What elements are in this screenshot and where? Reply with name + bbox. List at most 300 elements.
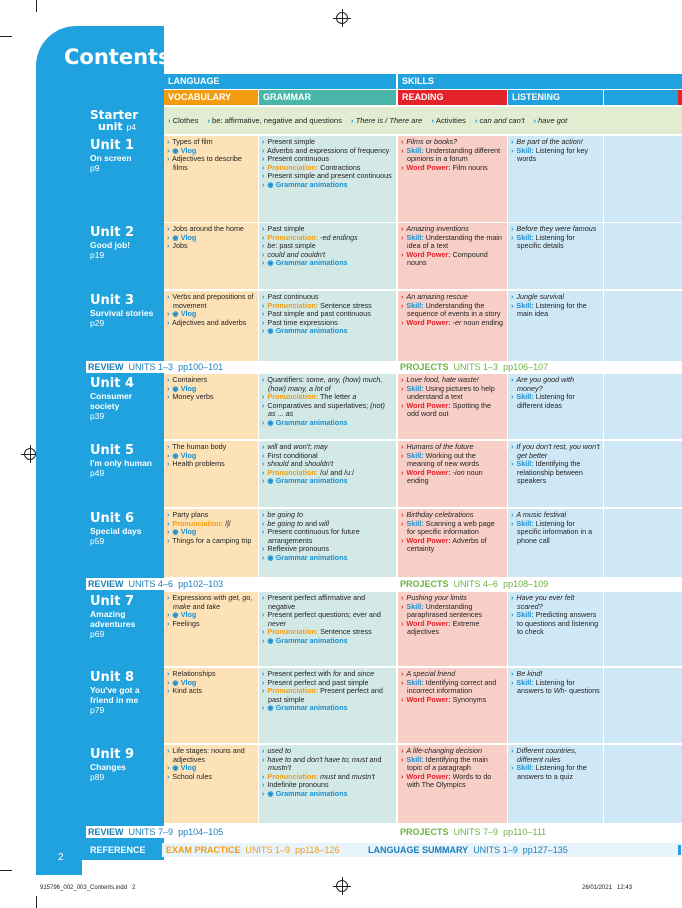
- item-text: Jobs around the home: [172, 224, 244, 233]
- item-text: a: [352, 392, 357, 402]
- chevron-right-icon: ›: [262, 224, 265, 233]
- item-text: mustn't: [268, 763, 291, 773]
- chevron-right-icon: ›: [167, 518, 170, 528]
- chevron-right-icon: ›: [167, 459, 170, 469]
- chevron-right-icon: ›: [401, 754, 404, 764]
- item-text: some, any, (how) much, (how) many, a lot of: [268, 375, 383, 393]
- reading-cell: [398, 745, 507, 823]
- item-text: Different countries, different rules: [516, 746, 577, 764]
- starter-unit-box: [86, 107, 162, 134]
- list-item: [262, 181, 393, 190]
- chevron-right-icon: ›: [167, 677, 170, 687]
- chevron-right-icon: ›: [262, 669, 265, 678]
- unit-title: Unit 5: [90, 443, 135, 458]
- list-item: [401, 452, 504, 469]
- unit-title: Unit 4: [90, 376, 135, 391]
- skill-label: Skill:: [406, 450, 424, 460]
- next-column-cell: [604, 509, 682, 577]
- footer-date: 26/01/2021 12:43: [582, 885, 633, 891]
- chevron-right-icon: ›: [262, 467, 265, 477]
- item-text: and: [302, 518, 319, 528]
- next-column-cell: [604, 745, 682, 823]
- item-text: A special friend: [406, 669, 456, 678]
- chevron-right-icon: ›: [474, 116, 480, 125]
- pronunciation-label: Pronunciation:: [267, 162, 319, 172]
- item-text: Quantifiers:: [267, 375, 307, 384]
- list-item: [401, 603, 504, 620]
- item-text: Feelings: [172, 618, 200, 628]
- skill-label: Skill:: [406, 518, 424, 528]
- chevron-right-icon: ›: [511, 518, 514, 528]
- chevron-right-icon: ›: [262, 442, 265, 451]
- grammar-animation-eye-icon: ◉: [267, 417, 276, 427]
- grammar-cell: [259, 668, 396, 743]
- item-text: Things for a camping trip: [172, 535, 252, 545]
- header-vocabulary: VOCABULARY: [164, 90, 258, 105]
- item-text: and: [288, 459, 305, 469]
- list-item: [167, 537, 255, 546]
- chevron-right-icon: ›: [511, 442, 514, 451]
- chevron-right-icon: ›: [262, 300, 265, 310]
- item-text: -er: [450, 317, 462, 327]
- skill-label: Skill:: [516, 145, 534, 155]
- list-item: [511, 302, 600, 319]
- chevron-right-icon: ›: [431, 116, 436, 125]
- item-text: First conditional: [267, 450, 318, 460]
- chevron-right-icon: ›: [262, 241, 265, 251]
- grammar-animation-eye-icon: ◉: [267, 635, 276, 645]
- item-text: ever: [352, 610, 367, 620]
- list-item: [167, 747, 255, 764]
- item-text: Predicting answers to questions and listening to check: [517, 610, 599, 637]
- chevron-right-icon: ›: [511, 763, 514, 773]
- language-summary-pages: pp127–135: [522, 845, 568, 855]
- vlog-eye-icon: ◉: [172, 610, 181, 620]
- item-text: Humans of the future: [406, 442, 474, 451]
- item-text: and: [367, 754, 382, 764]
- item-text: should: [267, 459, 289, 469]
- chevron-right-icon: ›: [511, 392, 514, 402]
- word-power-label: Word Power:: [406, 162, 451, 172]
- item-text: A music festival: [516, 510, 567, 519]
- vocab-cell: [164, 136, 258, 222]
- review-pages: pp100–101: [178, 362, 224, 372]
- unit-name: You've got a friend in me: [90, 685, 140, 705]
- list-item: [511, 443, 600, 460]
- list-item: [401, 402, 504, 419]
- item-text: for: [332, 669, 342, 678]
- item-text: Life stages: nouns and adjectives: [172, 746, 245, 764]
- item-text: Types of film: [172, 137, 213, 146]
- chevron-right-icon: ›: [262, 392, 265, 402]
- vlog-eye-icon: ◉: [172, 145, 181, 155]
- footer-file: 915796_002_003_Contents.indd 2: [40, 885, 136, 891]
- chevron-right-icon: ›: [262, 635, 265, 645]
- header-edge: [678, 90, 682, 105]
- chevron-right-icon: ›: [167, 145, 170, 155]
- list-item: [401, 773, 504, 790]
- review-units: UNITS 1–3: [128, 362, 174, 372]
- item-text: and: [277, 442, 294, 451]
- item-text: Health problems: [172, 459, 225, 469]
- reading-cell: [398, 592, 507, 666]
- list-item: [511, 747, 600, 764]
- item-text: Listening for answers to: [517, 677, 575, 696]
- chevron-right-icon: ›: [262, 627, 265, 637]
- reference-label: REFERENCE: [90, 845, 146, 855]
- item-text: Synonyms: [450, 694, 487, 704]
- chevron-right-icon: ›: [511, 677, 514, 687]
- item-text: Past simple and past continuous: [267, 309, 371, 319]
- chevron-right-icon: ›: [511, 375, 514, 384]
- item-text: may: [313, 442, 328, 451]
- item-text: Understanding different opinions in a forum: [407, 145, 501, 164]
- chevron-right-icon: ›: [262, 162, 265, 172]
- item-text: Film nouns: [450, 162, 488, 172]
- chevron-right-icon: ›: [262, 476, 265, 486]
- chevron-right-icon: ›: [167, 686, 170, 696]
- chevron-right-icon: ›: [401, 224, 404, 233]
- list-item: [262, 327, 393, 336]
- chevron-right-icon: ›: [167, 375, 170, 384]
- reading-cell: [398, 668, 507, 743]
- item-text: -ion: [450, 467, 465, 477]
- item-text: Using pictures to help understand a text: [407, 383, 495, 402]
- unit-box: [86, 668, 162, 743]
- list-item: [167, 242, 255, 251]
- item-text: Money verbs: [172, 392, 214, 402]
- item-text: Past time expressions: [267, 317, 338, 327]
- chevron-right-icon: ›: [401, 232, 404, 242]
- item-text: noun ending: [407, 467, 483, 486]
- listening-cell: [508, 223, 603, 289]
- unit-box: [86, 136, 162, 222]
- chevron-right-icon: ›: [401, 510, 404, 519]
- chevron-right-icon: ›: [401, 300, 404, 310]
- chevron-right-icon: ›: [511, 669, 514, 678]
- item-text: Be part of the action!: [516, 137, 583, 146]
- skill-label: Skill:: [516, 392, 534, 402]
- list-item: [167, 393, 255, 402]
- word-power-label: Word Power:: [406, 317, 451, 327]
- item-text: Jobs: [172, 241, 188, 251]
- chevron-right-icon: ›: [262, 527, 265, 537]
- grammar-animations-label: Grammar animations: [275, 788, 348, 798]
- grammar-animations-label: Grammar animations: [275, 258, 348, 268]
- chevron-right-icon: ›: [167, 392, 170, 402]
- crop-mark: [0, 36, 12, 37]
- chevron-right-icon: ›: [511, 459, 514, 469]
- starter-page: p4: [126, 122, 137, 132]
- review-link[interactable]: [88, 578, 223, 590]
- listening-cell: [508, 668, 603, 743]
- item-text: Contractions: [318, 162, 361, 172]
- item-text: Listening for the main idea: [517, 300, 587, 319]
- starter-sub: unit: [98, 120, 123, 133]
- header-next-column: [604, 90, 678, 105]
- chevron-right-icon: ›: [533, 116, 539, 125]
- grammar-cell: [259, 509, 396, 577]
- item-text: Sentence stress: [318, 300, 372, 310]
- chevron-right-icon: ›: [262, 686, 265, 696]
- list-item: [167, 319, 255, 328]
- item-text: Listening for specific information in a phone call: [517, 518, 593, 545]
- chevron-right-icon: ›: [401, 400, 404, 410]
- list-item: [167, 155, 255, 172]
- skill-label: Skill:: [516, 610, 534, 620]
- review-pages: pp104–105: [178, 827, 224, 837]
- item-text: Present perfect questions;: [267, 610, 353, 620]
- registration-mark-icon: [24, 448, 36, 460]
- projects-link[interactable]: [400, 826, 546, 838]
- skill-label: Skill:: [516, 677, 534, 687]
- item-text: An amazing rescue: [406, 292, 468, 301]
- item-text: Have you ever felt scared?: [516, 593, 575, 611]
- chevron-right-icon: ›: [262, 788, 265, 798]
- chevron-right-icon: ›: [262, 137, 265, 146]
- chevron-right-icon: ›: [401, 249, 404, 259]
- grammar-animation-eye-icon: ◉: [267, 326, 276, 336]
- unit-title: Unit 1: [90, 138, 135, 153]
- unit-title: Unit 6: [90, 511, 135, 526]
- list-item: [262, 637, 393, 646]
- item-text: and: [341, 669, 358, 678]
- chevron-right-icon: ›: [262, 326, 265, 336]
- header-reading: READING: [398, 90, 507, 105]
- chevron-right-icon: ›: [167, 442, 170, 451]
- registration-mark-icon: [336, 880, 348, 892]
- item-text: (not) as ... as: [268, 400, 385, 419]
- list-item: [511, 764, 600, 781]
- chevron-right-icon: ›: [262, 677, 265, 687]
- chevron-right-icon: ›: [262, 258, 265, 268]
- list-item: [401, 147, 504, 164]
- unit-page: p29: [90, 318, 105, 328]
- chevron-right-icon: ›: [167, 309, 170, 319]
- starter-item: Clothes: [172, 116, 199, 125]
- item-text: won't: [293, 442, 310, 451]
- unit-title: Unit 3: [90, 293, 135, 308]
- chevron-right-icon: ›: [401, 383, 404, 393]
- list-item: [511, 594, 600, 611]
- skill-label: Skill:: [516, 232, 534, 242]
- chevron-right-icon: ›: [262, 754, 265, 764]
- chevron-right-icon: ›: [262, 400, 265, 410]
- list-item: [401, 537, 504, 554]
- chevron-right-icon: ›: [401, 593, 404, 602]
- skill-label: Skill:: [406, 145, 424, 155]
- item-text: Wh-: [553, 686, 567, 696]
- item-text: questions: [566, 686, 600, 696]
- item-text: will: [318, 518, 329, 528]
- page-number: 2: [58, 852, 64, 863]
- vocab-cell: [164, 509, 258, 577]
- vocab-cell: [164, 223, 258, 289]
- chevron-right-icon: ›: [401, 618, 404, 628]
- list-item: [262, 756, 393, 773]
- item-text: Expressions with: [172, 593, 229, 602]
- starter-item: There is / There are: [355, 116, 423, 125]
- item-text: used to: [267, 746, 291, 755]
- chevron-right-icon: ›: [401, 535, 404, 545]
- pronunciation-label: Pronunciation:: [267, 627, 319, 637]
- listening-cell: [508, 374, 603, 439]
- review-link[interactable]: [88, 361, 223, 373]
- item-text: will: [267, 442, 278, 451]
- projects-link[interactable]: [400, 361, 548, 373]
- unit-page: p89: [90, 772, 105, 782]
- word-power-label: Word Power:: [406, 618, 451, 628]
- list-item: [262, 554, 393, 563]
- projects-units: UNITS 1–3: [453, 362, 499, 372]
- item-text: Love food, hate waste!: [406, 375, 479, 384]
- chevron-right-icon: ›: [262, 459, 265, 469]
- chevron-right-icon: ›: [401, 771, 404, 781]
- item-text: get, go, make: [173, 593, 253, 611]
- chevron-right-icon: ›: [511, 610, 514, 620]
- chevron-right-icon: ›: [167, 527, 170, 537]
- next-column-cell: [604, 668, 682, 743]
- language-summary-label: LANGUAGE SUMMARY: [368, 845, 469, 855]
- chevron-right-icon: ›: [401, 601, 404, 611]
- skill-label: Skill:: [516, 300, 534, 310]
- projects-link[interactable]: [400, 578, 548, 590]
- chevron-right-icon: ›: [401, 442, 404, 451]
- reading-cell: [398, 441, 507, 507]
- list-item: [401, 679, 504, 696]
- chevron-right-icon: ›: [511, 593, 514, 602]
- unit-title: Unit 7: [90, 594, 135, 609]
- item-text: Films or books?: [406, 137, 458, 146]
- chevron-right-icon: ›: [401, 669, 404, 678]
- item-text: Containers: [172, 375, 208, 384]
- unit-box: [86, 509, 162, 577]
- unit-name: Consumer society: [90, 391, 133, 411]
- chevron-right-icon: ›: [262, 309, 265, 319]
- unit-page: p69: [90, 629, 105, 639]
- projects-label: PROJECTS: [400, 362, 449, 372]
- chevron-right-icon: ›: [262, 780, 265, 790]
- reading-cell: [398, 374, 507, 439]
- grammar-cell: [259, 136, 396, 222]
- next-column-cell: [604, 592, 682, 666]
- reference-edge-mark: [678, 845, 681, 855]
- item-text: Present continuous for future arrangements: [267, 527, 360, 545]
- list-item: [401, 302, 504, 319]
- unit-name: Good job!: [90, 240, 131, 250]
- list-item: [262, 376, 393, 393]
- vlog-label: Vlog: [180, 527, 197, 537]
- skill-label: Skill:: [516, 518, 534, 528]
- language-summary: [368, 844, 568, 856]
- grammar-cell: [259, 441, 396, 507]
- item-text: Be kind!: [516, 669, 543, 678]
- pronunciation-label: Pronunciation:: [172, 518, 224, 528]
- skill-label: Skill:: [406, 232, 424, 242]
- chevron-right-icon: ›: [262, 171, 265, 181]
- chevron-right-icon: ›: [262, 552, 265, 562]
- listening-cell: [508, 509, 603, 577]
- list-item: [262, 704, 393, 713]
- vocab-cell: [164, 374, 258, 439]
- chevron-right-icon: ›: [262, 746, 265, 755]
- projects-pages: pp110–111: [503, 827, 547, 837]
- chevron-right-icon: ›: [262, 450, 265, 460]
- chevron-right-icon: ›: [262, 154, 265, 164]
- item-text: and: [290, 754, 307, 764]
- item-text: : past simple: [275, 241, 316, 251]
- skill-label: Skill:: [406, 754, 424, 764]
- unit-name: Survival stories: [90, 308, 154, 318]
- unit-page: p39: [90, 411, 105, 421]
- grammar-animations-label: Grammar animations: [275, 703, 348, 713]
- vlog-label: Vlog: [180, 383, 197, 393]
- vlog-label: Vlog: [180, 677, 197, 687]
- projects-units: UNITS 4–6: [453, 579, 499, 589]
- word-power-label: Word Power:: [406, 400, 451, 410]
- pronunciation-label: Pronunciation:: [267, 392, 319, 402]
- vlog-eye-icon: ◉: [172, 309, 181, 319]
- list-item: [401, 469, 504, 486]
- item-text: take: [206, 601, 221, 611]
- list-item: [511, 611, 600, 637]
- next-column-cell: [604, 441, 682, 507]
- item-text: Scanning a web page for specific information: [407, 518, 495, 537]
- grammar-animation-eye-icon: ◉: [267, 179, 276, 189]
- list-item: [511, 393, 600, 410]
- word-power-label: Word Power:: [406, 249, 451, 259]
- item-text: Understanding the main idea of a text: [407, 232, 502, 251]
- chevron-right-icon: ›: [167, 618, 170, 628]
- chevron-right-icon: ›: [511, 137, 514, 146]
- item-text: never: [268, 618, 286, 628]
- starter-item: Activities: [435, 116, 466, 125]
- item-text: be going to: [267, 518, 303, 528]
- word-power-label: Word Power:: [406, 694, 451, 704]
- unit-name: I'm only human: [90, 458, 152, 468]
- list-item: [167, 687, 255, 696]
- item-text: noun ending: [461, 317, 503, 327]
- item-text: Understanding paraphrased sentences: [407, 601, 483, 620]
- item-text: Listening for the answers to a quiz: [517, 763, 587, 781]
- next-column-cell: [604, 223, 682, 289]
- chevron-right-icon: ›: [262, 771, 265, 781]
- item-text: Past continuous: [267, 292, 319, 301]
- vlog-eye-icon: ◉: [172, 232, 181, 242]
- chevron-right-icon: ›: [167, 292, 170, 301]
- chevron-right-icon: ›: [401, 677, 404, 687]
- list-item: [262, 594, 393, 611]
- starter-title: Starter: [90, 108, 139, 122]
- unit-title: Unit 9: [90, 747, 135, 762]
- item-text: must: [351, 754, 368, 764]
- unit-name: On screen: [90, 153, 132, 163]
- list-item: [262, 419, 393, 428]
- item-text: Indefinite pronouns: [267, 780, 329, 790]
- chevron-right-icon: ›: [401, 375, 404, 384]
- item-text: Kind acts: [172, 686, 202, 696]
- chevron-right-icon: ›: [167, 535, 170, 545]
- item-text: ;: [347, 754, 352, 764]
- next-column-cell: [604, 136, 682, 222]
- unit-box: [86, 745, 162, 823]
- chevron-right-icon: ›: [401, 518, 404, 528]
- reading-cell: [398, 509, 507, 577]
- chevron-right-icon: ›: [167, 241, 170, 251]
- review-link[interactable]: [88, 826, 223, 838]
- item-text: Past simple: [267, 224, 305, 233]
- list-item: [262, 790, 393, 799]
